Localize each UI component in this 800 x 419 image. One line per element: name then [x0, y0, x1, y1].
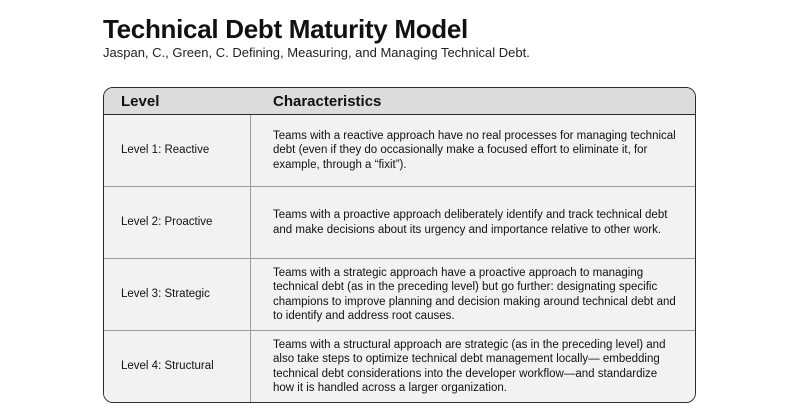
- level-cell: Level 3: Strategic: [104, 259, 251, 330]
- page-subtitle: Jaspan, C., Green, C. Defining, Measuring, and Managing Technical Debt.: [103, 45, 530, 60]
- table-row: [104, 331, 695, 402]
- level-cell: Level 1: Reactive: [104, 115, 251, 186]
- page-title: Technical Debt Maturity Model: [103, 14, 468, 44]
- maturity-table: [103, 87, 696, 403]
- column-header-level: Level: [121, 92, 160, 110]
- characteristics-cell: Teams with a proactive approach deliberately identify and track technical debt and make decisions about its urgency and importance relative to other work.: [273, 209, 668, 236]
- characteristics-cell: Teams with a reactive approach have no real processes for managing technical debt (even if they do occasionally make a focused effort to eliminate it, for example, through a “fixit”).: [273, 129, 676, 171]
- table-row: [104, 187, 695, 259]
- level-cell: Level 4: Structural: [104, 331, 251, 402]
- table-row: [104, 115, 695, 187]
- column-header-characteristics: Characteristics: [273, 92, 382, 110]
- characteristics-cell: Teams with a structural approach are strategic (as in the preceding level) and also take steps to optimize technical debt management locally— embedding technical debt considerations into the developer workflow—and standardize how it is handled across a larger organization.: [273, 338, 666, 394]
- table-header: [104, 88, 695, 115]
- table-row: [104, 259, 695, 331]
- level-cell: Level 2: Proactive: [104, 187, 251, 258]
- characteristics-cell: Teams with a strategic approach have a proactive approach to managing technical debt (as in the preceding level) but go further: designating specific champions to improve planning and decision making around technical debt and to identify and address root causes.: [273, 266, 676, 322]
